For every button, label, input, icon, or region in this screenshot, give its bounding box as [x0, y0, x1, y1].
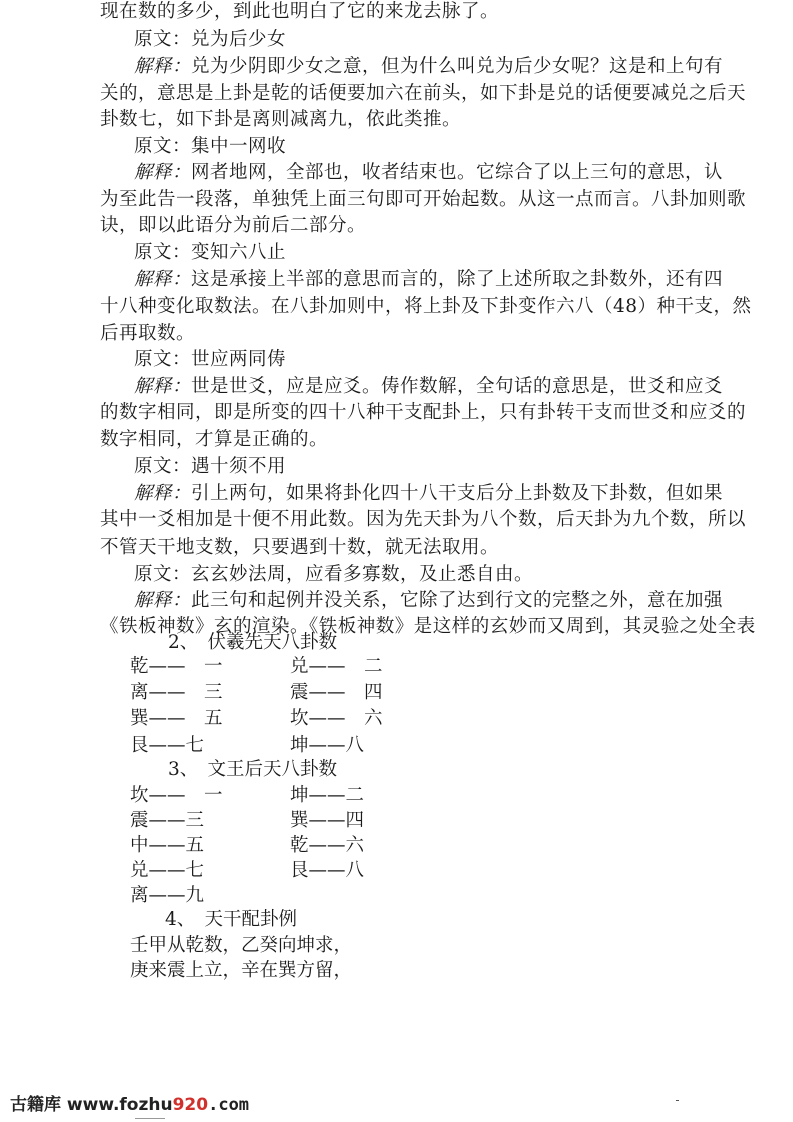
line-label: 解释：	[134, 590, 192, 611]
explanation-line	[134, 482, 760, 506]
paragraph-continuation: 的数字相同，即是所变的四十八种干支配卦上，只有卦转干支而世爻和应爻的	[100, 402, 747, 423]
trigram-number-right: 艮——八	[290, 860, 365, 881]
original-text-line	[134, 563, 760, 587]
watermark-left: 古籍库 www.fozhu	[10, 1095, 173, 1115]
line-text: 此三句和起例并没关系，它除了达到行文的完整之外，意在加强	[191, 590, 724, 611]
line-text: 引上两句，如果将卦化四十八干支后分上卦数及下卦数，但如果	[191, 483, 724, 504]
line-text: 这是承接上半部的意思而言的，除了上述所取之卦数外，还有四	[191, 269, 724, 290]
line-text: 兑为后少女	[191, 29, 287, 50]
trigram-number-right: 巽——四	[290, 810, 365, 831]
line-text: 世是世爻，应是应爻。俦作数解，全句话的意思是，世爻和应爻	[191, 376, 724, 397]
line-label: 解释：	[134, 162, 192, 183]
line-label: 原文：	[134, 564, 192, 585]
explanation-line	[134, 55, 760, 79]
watermark	[10, 1090, 249, 1115]
trigram-number-right: 坎—— 六	[290, 708, 383, 729]
trigram-number-left: 兑——七	[130, 860, 205, 881]
watermark-right: .com	[208, 1095, 250, 1115]
line-text: 网者地网，全部也，收者结束也。它综合了以上三句的意思，认	[191, 162, 724, 183]
paragraph-continuation: 为至此告一段落，单独凭上面三句即可开始起数。从这一点而言。八卦加则歌	[100, 189, 747, 210]
trigram-number-right: 震—— 四	[290, 682, 383, 703]
trigram-number-left: 巽—— 五	[130, 708, 223, 729]
original-text-line	[134, 28, 760, 52]
watermark-number: 920	[172, 1095, 209, 1115]
verse-line: 庚来震上立，辛在巽方留，	[130, 960, 353, 981]
explanation-line	[134, 375, 760, 399]
line-label: 解释：	[134, 56, 192, 77]
line-label: 原文：	[134, 242, 192, 263]
trigram-number-right: 坤——八	[290, 735, 365, 756]
line-text: 遇十须不用	[191, 456, 287, 477]
trigram-number-right: 兑—— 二	[290, 656, 383, 677]
trigram-number-left: 中——五	[130, 835, 205, 856]
line-label: 解释：	[134, 269, 192, 290]
paragraph-continuation: 十八种变化取数法。在八卦加则中，将上卦及下卦变作六八（48）种干支，然	[100, 296, 752, 317]
explanation-line	[134, 589, 760, 613]
line-text: 兑为少阴即少女之意，但为什么叫兑为后少女呢？这是和上句有	[191, 56, 724, 77]
paragraph-continuation: 其中一爻相加是十便不用此数。因为先天卦为八个数，后天卦为九个数，所以	[100, 509, 747, 530]
paragraph-continuation: 不管天干地支数，只要遇到十数，就无法取用。	[100, 537, 500, 558]
line-label: 原文：	[134, 29, 192, 50]
original-text-line	[134, 348, 760, 372]
line-label: 原文：	[134, 456, 192, 477]
line-text: 集中一网收	[191, 136, 287, 157]
trigram-number-left: 离—— 三	[130, 682, 223, 703]
line-label: 原文：	[134, 136, 192, 157]
section-title: 4、 天干配卦例	[165, 909, 298, 930]
trigram-number-right: 乾——六	[290, 835, 365, 856]
explanation-line	[134, 161, 760, 185]
explanation-line	[134, 268, 760, 292]
line-label: 解释：	[134, 483, 192, 504]
paragraph-continuation: 关的，意思是上卦是乾的话便要加六在前头，如下卦是兑的话便要减兑之后天	[100, 83, 747, 104]
trigram-number-left: 艮——七	[130, 735, 205, 756]
original-text-line	[134, 241, 760, 265]
paragraph-continuation: 后再取数。	[100, 323, 196, 344]
paragraph-continuation: 卦数七，如下卦是离则减离九，依此类推。	[100, 109, 462, 130]
trigram-number-left: 坎—— 一	[130, 785, 223, 806]
scan-speck	[676, 1100, 679, 1101]
line-text: 变知六八止	[191, 242, 287, 263]
section-title: 3、 文王后天八卦数	[168, 759, 338, 780]
paragraph-continuation: 现在数的多少，到此也明白了它的来龙去脉了。	[100, 1, 500, 22]
scan-speck	[135, 1118, 165, 1119]
trigram-number-left: 离——九	[130, 885, 205, 906]
paragraph-continuation: 数字相同，才算是正确的。	[100, 429, 329, 450]
paragraph-continuation: 诀，即以此语分为前后二部分。	[100, 215, 367, 236]
verse-line: 壬甲从乾数，乙癸向坤求，	[130, 935, 353, 956]
trigram-number-left: 震——三	[130, 810, 205, 831]
paragraph-continuation: 《铁板神数》玄的渲染。《铁板神数》是这样的玄妙而又周到，其灵验之处全表	[100, 616, 756, 637]
trigram-number-right: 坤——二	[290, 785, 365, 806]
line-text: 玄玄妙法周，应看多寡数，及止悉自由。	[191, 564, 534, 585]
line-label: 原文：	[134, 349, 192, 370]
original-text-line	[134, 135, 760, 159]
line-text: 世应两同俦	[191, 349, 287, 370]
line-label: 解释：	[134, 376, 192, 397]
trigram-number-left: 乾—— 一	[130, 656, 223, 677]
section-title: 2、 伏羲先天八卦数	[168, 632, 338, 653]
original-text-line	[134, 455, 760, 479]
